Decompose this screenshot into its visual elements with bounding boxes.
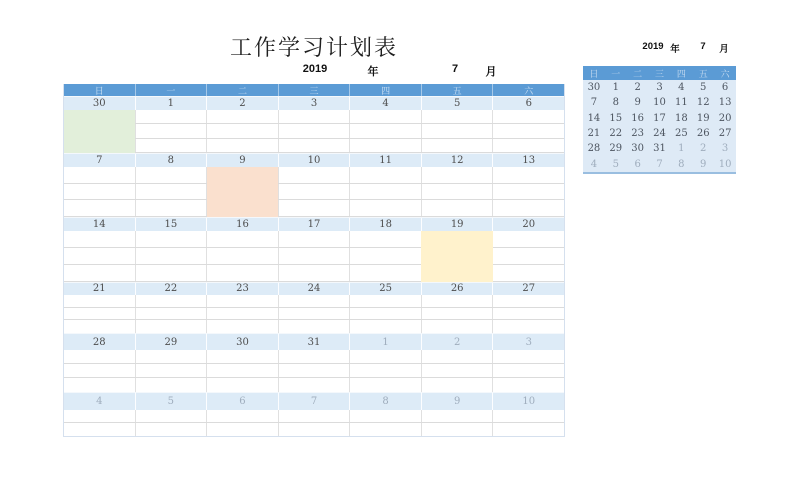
- mini-year-value: 2019: [642, 41, 664, 52]
- week-block: [64, 217, 564, 282]
- note-cell[interactable]: [64, 308, 136, 320]
- note-cell[interactable]: [136, 110, 208, 123]
- main-month-value: 7: [451, 63, 459, 75]
- date-cell[interactable]: 20: [522, 218, 536, 230]
- week-block: [64, 392, 564, 435]
- main-calendar: [63, 84, 565, 437]
- note-cell[interactable]: [136, 378, 208, 392]
- note-cell[interactable]: [493, 184, 564, 200]
- mini-date-cell: 5: [612, 158, 619, 170]
- weekday-header-cell: 五: [422, 84, 494, 96]
- note-cell[interactable]: [422, 295, 494, 307]
- mini-calendar-row: [583, 126, 736, 141]
- mini-month-value: 7: [700, 41, 706, 52]
- note-cell[interactable]: [350, 110, 422, 123]
- mini-date-cell: 28: [587, 143, 601, 155]
- note-row: [64, 378, 564, 392]
- note-cell[interactable]: [279, 184, 351, 200]
- date-row: [64, 96, 564, 110]
- note-cell[interactable]: [279, 295, 351, 307]
- note-cell[interactable]: [136, 124, 208, 137]
- note-row: [64, 110, 564, 124]
- note-cell[interactable]: [207, 378, 279, 392]
- date-cell[interactable]: 3: [279, 97, 351, 110]
- date-cell[interactable]: 5: [422, 97, 494, 110]
- mini-date-cell: 15: [609, 112, 623, 124]
- mini-weekday-header-cell: 五: [698, 68, 708, 79]
- note-cell[interactable]: [422, 139, 494, 152]
- mini-date-cell: 6: [721, 82, 729, 94]
- date-cell[interactable]: 29: [136, 334, 208, 350]
- date-cell[interactable]: 31: [279, 334, 351, 350]
- note-cell[interactable]: [136, 200, 208, 216]
- note-cell[interactable]: [207, 295, 279, 307]
- mini-date-cell: 10: [718, 158, 732, 170]
- note-cell[interactable]: [493, 124, 564, 137]
- note-cell[interactable]: [350, 378, 422, 392]
- note-cell[interactable]: [422, 364, 494, 377]
- yellow-note-cell[interactable]: [421, 231, 492, 282]
- mini-date-cell: 5: [700, 82, 707, 94]
- note-cell[interactable]: [422, 200, 494, 216]
- note-cell[interactable]: [493, 248, 564, 264]
- note-cell[interactable]: [64, 350, 136, 363]
- note-cell[interactable]: [493, 364, 564, 377]
- note-row: [64, 320, 564, 333]
- mini-date-cell: 3: [656, 82, 663, 94]
- note-cell[interactable]: [350, 139, 422, 152]
- note-cell[interactable]: [279, 231, 351, 247]
- mini-date-cell: 29: [609, 143, 623, 155]
- note-cell[interactable]: [64, 295, 136, 307]
- note-row: [64, 200, 564, 217]
- mini-date-cell: 25: [675, 128, 688, 140]
- date-row: [64, 392, 564, 410]
- note-cell[interactable]: [350, 167, 422, 183]
- mini-date-cell: 4: [678, 82, 685, 94]
- note-cell[interactable]: [64, 265, 136, 281]
- note-row: [64, 364, 564, 378]
- date-cell[interactable]: 12: [422, 154, 494, 167]
- main-weekday-header-row: [64, 84, 564, 96]
- note-cell[interactable]: [207, 350, 279, 363]
- note-cell[interactable]: [350, 364, 422, 377]
- note-cell[interactable]: [64, 378, 136, 392]
- mini-date-cell: 9: [700, 158, 707, 170]
- weekday-header-cell: 四: [350, 84, 422, 96]
- note-cell[interactable]: [493, 110, 564, 123]
- mini-date-cell: 12: [696, 97, 710, 109]
- mini-date-cell: 9: [634, 97, 641, 109]
- note-cell[interactable]: [279, 350, 351, 363]
- note-cell[interactable]: [136, 308, 208, 320]
- note-cell[interactable]: [136, 295, 208, 307]
- note-cell[interactable]: [64, 231, 136, 247]
- mini-date-cell: 24: [653, 128, 666, 140]
- date-cell[interactable]: 18: [350, 218, 422, 231]
- note-cell[interactable]: [493, 231, 564, 247]
- date-cell[interactable]: 27: [522, 283, 536, 295]
- note-row: [64, 350, 564, 364]
- mini-calendar-row: [583, 156, 736, 171]
- mini-date-cell: 3: [721, 143, 729, 155]
- note-cell[interactable]: [136, 320, 208, 333]
- date-cell[interactable]: 22: [136, 283, 208, 295]
- note-row: [64, 423, 564, 436]
- date-cell[interactable]: 16: [207, 218, 279, 231]
- note-cell[interactable]: [207, 364, 279, 377]
- note-row: [64, 308, 564, 321]
- note-cell[interactable]: [279, 378, 351, 392]
- note-cell[interactable]: [64, 184, 136, 200]
- mini-date-cell: 30: [587, 82, 601, 94]
- mini-date-cell: 7: [656, 158, 663, 170]
- note-cell[interactable]: [422, 320, 494, 333]
- note-cell[interactable]: [136, 423, 208, 436]
- mini-calendar: [583, 66, 736, 174]
- note-cell[interactable]: [350, 410, 422, 422]
- note-cell[interactable]: [279, 423, 351, 436]
- note-cell[interactable]: [422, 378, 494, 392]
- mini-calendar-row: [583, 111, 736, 126]
- date-cell[interactable]: 4: [350, 97, 422, 110]
- date-cell[interactable]: 28: [64, 334, 136, 350]
- note-cell[interactable]: [350, 308, 422, 320]
- note-cell[interactable]: [279, 265, 351, 281]
- note-cell[interactable]: [422, 410, 494, 422]
- note-cell[interactable]: [350, 231, 422, 247]
- mini-date-cell: 18: [675, 112, 688, 124]
- note-cell[interactable]: [422, 184, 494, 200]
- date-cell[interactable]: 8: [136, 154, 208, 167]
- note-row: [64, 124, 564, 138]
- date-cell[interactable]: 7: [279, 393, 351, 410]
- note-row: [64, 167, 564, 184]
- page-title: 工作学习计划表: [229, 36, 398, 61]
- note-cell[interactable]: [493, 167, 564, 183]
- note-cell[interactable]: [207, 410, 279, 422]
- date-cell[interactable]: 9: [422, 393, 494, 410]
- date-row: [64, 153, 564, 167]
- mini-date-cell: 1: [612, 82, 619, 94]
- note-cell[interactable]: [422, 167, 494, 183]
- mini-weekday-header-row: [583, 66, 736, 80]
- note-cell[interactable]: [207, 110, 279, 123]
- mini-date-cell: 16: [631, 112, 645, 124]
- mini-date-cell: 17: [653, 112, 666, 124]
- note-cell[interactable]: [493, 350, 564, 363]
- main-year-value: 2019: [302, 63, 328, 75]
- mini-calendar-row: [583, 80, 736, 95]
- date-cell[interactable]: 10: [279, 154, 351, 167]
- mini-date-cell: 13: [718, 97, 732, 109]
- note-cell[interactable]: [493, 295, 564, 307]
- note-cell[interactable]: [279, 124, 351, 137]
- mini-date-cell: 4: [590, 158, 598, 170]
- note-cell[interactable]: [136, 265, 208, 281]
- date-cell[interactable]: 3: [525, 336, 532, 348]
- date-cell[interactable]: 21: [64, 283, 136, 295]
- date-cell[interactable]: 1: [350, 334, 422, 350]
- note-cell[interactable]: [136, 167, 208, 183]
- note-cell[interactable]: [279, 320, 351, 333]
- note-cell[interactable]: [136, 364, 208, 377]
- weekday-header-cell: 一: [136, 84, 208, 96]
- note-cell[interactable]: [64, 167, 136, 183]
- mini-date-cell: 31: [653, 143, 666, 155]
- weekday-header-cell: 六: [524, 85, 534, 96]
- note-cell[interactable]: [350, 184, 422, 200]
- weekday-header-cell: 日: [64, 84, 136, 96]
- weekday-header-cell: 三: [279, 84, 351, 96]
- note-row: [64, 295, 564, 308]
- note-cell[interactable]: [207, 423, 279, 436]
- note-cell[interactable]: [422, 110, 494, 123]
- week-block: [64, 333, 564, 392]
- note-cell[interactable]: [279, 110, 351, 123]
- note-cell[interactable]: [279, 167, 351, 183]
- note-cell[interactable]: [350, 248, 422, 264]
- date-cell[interactable]: 6: [525, 98, 532, 109]
- note-cell[interactable]: [207, 308, 279, 320]
- mini-weekday-header-cell: 四: [676, 68, 686, 79]
- note-cell[interactable]: [136, 231, 208, 247]
- main-year-label: 年: [367, 66, 379, 78]
- mini-date-cell: 22: [609, 128, 623, 140]
- note-cell[interactable]: [493, 265, 564, 281]
- note-cell[interactable]: [136, 248, 208, 264]
- note-cell[interactable]: [136, 410, 208, 422]
- note-cell[interactable]: [207, 320, 279, 333]
- note-cell[interactable]: [136, 139, 208, 152]
- note-cell[interactable]: [493, 139, 564, 152]
- date-cell[interactable]: 9: [207, 154, 279, 167]
- note-cell[interactable]: [136, 184, 208, 200]
- note-cell[interactable]: [279, 410, 351, 422]
- date-row: [64, 282, 564, 295]
- note-cell[interactable]: [136, 350, 208, 363]
- mini-date-cell: 11: [675, 97, 688, 109]
- note-cell[interactable]: [493, 308, 564, 320]
- note-cell[interactable]: [350, 295, 422, 307]
- note-cell[interactable]: [279, 139, 351, 152]
- mini-date-cell: 23: [631, 128, 645, 140]
- mini-date-cell: 7: [590, 97, 598, 109]
- mini-weekday-header-cell: 日: [589, 68, 599, 79]
- green-note-cell[interactable]: [64, 110, 135, 153]
- note-cell[interactable]: [422, 124, 494, 137]
- date-cell[interactable]: 7: [64, 154, 136, 167]
- mini-date-cell: 2: [700, 143, 707, 155]
- week-block: [64, 96, 564, 153]
- mini-date-cell: 30: [631, 143, 645, 155]
- mini-date-cell: 6: [634, 158, 641, 170]
- date-row: [64, 217, 564, 231]
- date-cell[interactable]: 2: [207, 97, 279, 110]
- date-cell[interactable]: 15: [136, 218, 208, 231]
- date-cell[interactable]: 30: [64, 97, 136, 110]
- orange-note-cell[interactable]: [207, 167, 278, 217]
- date-cell[interactable]: 30: [207, 334, 279, 350]
- note-cell[interactable]: [422, 350, 494, 363]
- date-cell[interactable]: 2: [422, 334, 494, 350]
- mini-date-cell: 27: [718, 128, 732, 140]
- note-cell[interactable]: [493, 410, 564, 422]
- date-cell[interactable]: 14: [64, 218, 136, 231]
- note-cell[interactable]: [64, 200, 136, 216]
- main-month-label: 月: [485, 66, 497, 78]
- date-cell[interactable]: 26: [422, 283, 494, 295]
- note-cell[interactable]: [493, 200, 564, 216]
- week-block: [64, 282, 564, 333]
- mini-date-cell: 14: [587, 112, 601, 124]
- mini-date-cell: 8: [612, 97, 619, 109]
- mini-date-cell: 20: [718, 112, 732, 124]
- note-cell[interactable]: [207, 124, 279, 137]
- week-block: [64, 153, 564, 217]
- note-cell[interactable]: [279, 364, 351, 377]
- note-cell[interactable]: [493, 378, 564, 392]
- note-cell[interactable]: [207, 248, 279, 264]
- note-cell[interactable]: [279, 308, 351, 320]
- note-row: [64, 139, 564, 153]
- date-row: [64, 333, 564, 350]
- date-cell[interactable]: 19: [422, 218, 494, 231]
- note-cell[interactable]: [279, 200, 351, 216]
- date-cell[interactable]: 10: [522, 396, 536, 408]
- note-cell[interactable]: [422, 308, 494, 320]
- note-cell[interactable]: [350, 200, 422, 216]
- mini-calendar-body: [583, 80, 736, 172]
- note-cell[interactable]: [350, 320, 422, 333]
- note-row: [64, 410, 564, 423]
- note-cell[interactable]: [207, 231, 279, 247]
- note-cell[interactable]: [350, 265, 422, 281]
- date-cell[interactable]: 25: [350, 283, 422, 295]
- note-cell[interactable]: [493, 320, 564, 333]
- mini-date-cell: 19: [696, 112, 710, 124]
- note-cell[interactable]: [207, 139, 279, 152]
- mini-weekday-header-cell: 六: [720, 68, 730, 79]
- mini-calendar-row: [583, 141, 736, 156]
- mini-date-cell: 2: [634, 82, 641, 94]
- mini-calendar-row: [583, 95, 736, 110]
- date-cell[interactable]: 11: [350, 154, 422, 167]
- mini-date-cell: 10: [653, 97, 666, 109]
- mini-year-label: 年: [670, 44, 680, 55]
- note-cell[interactable]: [64, 423, 136, 436]
- mini-date-cell: 1: [678, 143, 685, 155]
- note-cell[interactable]: [279, 248, 351, 264]
- mini-weekday-header-cell: 一: [611, 68, 621, 79]
- mini-date-cell: 21: [587, 128, 601, 140]
- date-cell[interactable]: 6: [207, 393, 279, 410]
- note-cell[interactable]: [350, 423, 422, 436]
- date-cell[interactable]: 1: [136, 97, 208, 110]
- mini-date-cell: 8: [678, 158, 685, 170]
- mini-date-cell: 26: [696, 128, 710, 140]
- date-cell[interactable]: 17: [279, 218, 351, 231]
- mini-month-label: 月: [719, 44, 729, 55]
- note-cell[interactable]: [64, 410, 136, 422]
- date-cell[interactable]: 5: [136, 393, 208, 410]
- note-cell[interactable]: [350, 124, 422, 137]
- date-cell[interactable]: 24: [279, 283, 351, 295]
- note-cell[interactable]: [422, 423, 494, 436]
- note-cell[interactable]: [207, 265, 279, 281]
- date-cell[interactable]: 4: [64, 393, 136, 410]
- note-cell[interactable]: [350, 350, 422, 363]
- note-cell[interactable]: [493, 423, 564, 436]
- date-cell[interactable]: 23: [207, 283, 279, 295]
- weekday-header-cell: 二: [207, 84, 279, 96]
- note-row: [64, 184, 564, 201]
- date-cell[interactable]: 13: [522, 154, 536, 166]
- note-cell[interactable]: [64, 320, 136, 333]
- mini-weekday-header-cell: 二: [633, 68, 643, 79]
- note-cell[interactable]: [64, 248, 136, 264]
- mini-weekday-header-cell: 三: [655, 68, 665, 79]
- date-cell[interactable]: 8: [350, 393, 422, 410]
- note-cell[interactable]: [64, 364, 136, 377]
